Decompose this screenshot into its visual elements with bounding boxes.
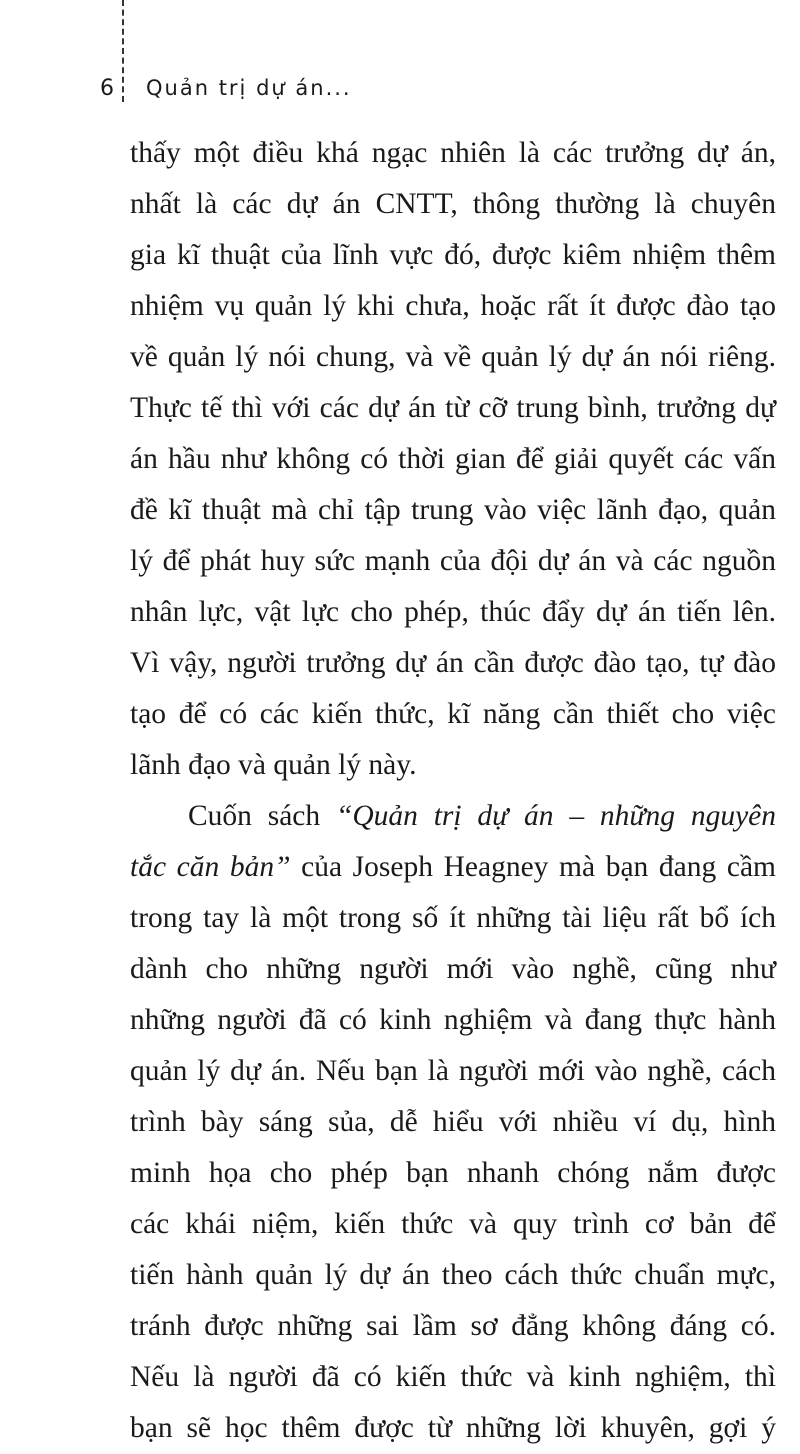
text-line: tiến hành quản lý dự án theo cách thức chuẩn mực, (130, 1259, 776, 1291)
text-line: về quản lý nói chung, và về quản lý dự án nói riêng. (130, 341, 776, 373)
text-line (130, 791, 776, 842)
book-title-italic: “Quản trị dự án – những nguyên (335, 800, 777, 832)
text-segment: Cuốn sách (188, 800, 336, 832)
text-line: Vì vậy, người trưởng dự án cần được đào tạo, tự đào (130, 647, 776, 679)
text-line: dành cho những người mới vào nghề, cũng như (130, 953, 776, 985)
text-line: lãnh đạo và quản lý này. (130, 749, 417, 781)
text-line: trình bày sáng sủa, dễ hiểu với nhiều ví dụ, hình (130, 1106, 776, 1138)
text-line: trong tay là một trong số ít những tài liệu rất bổ ích (130, 902, 776, 934)
text-line: đề kĩ thuật mà chỉ tập trung vào việc lãnh đạo, quản (130, 494, 776, 526)
text-line: tránh được những sai lầm sơ đẳng không đáng có. (130, 1310, 776, 1342)
text-line: án hầu như không có thời gian để giải quyết các vấn (130, 443, 776, 475)
paragraph-2 (130, 791, 776, 1454)
text-line: thấy một điều khá ngạc nhiên là các trưởng dự án, (130, 137, 776, 169)
text-line: tạo để có các kiến thức, kĩ năng cần thiết cho việc (130, 698, 776, 730)
text-line: nhiệm vụ quản lý khi chưa, hoặc rất ít được đào tạo (130, 290, 776, 322)
book-title-italic: tắc căn bản” (130, 851, 291, 883)
text-line: Thực tế thì với các dự án từ cỡ trung bình, trưởng dự (130, 392, 776, 424)
text-line: những người đã có kinh nghiệm và đang thực hành (130, 1004, 776, 1036)
text-line: bạn sẽ học thêm được từ những lời khuyên, gợi ý (130, 1412, 776, 1444)
text-line: gia kĩ thuật của lĩnh vực đó, được kiêm nhiệm thêm (130, 239, 776, 271)
header-divider (122, 0, 124, 102)
page-number: 6 (100, 76, 114, 101)
text-line: các khái niệm, kiến thức và quy trình cơ bản để (130, 1208, 776, 1240)
running-title: Quản trị dự án... (146, 76, 352, 100)
paragraph-1 (130, 128, 776, 791)
text-line: Nếu là người đã có kiến thức và kinh nghiệm, thì (130, 1361, 776, 1393)
page-body (130, 128, 776, 1454)
text-line: lý để phát huy sức mạnh của đội dự án và các nguồn (130, 545, 776, 577)
text-line: minh họa cho phép bạn nhanh chóng nắm được (130, 1157, 776, 1189)
text-line (130, 842, 776, 893)
text-line: nhân lực, vật lực cho phép, thúc đẩy dự án tiến lên. (130, 596, 776, 628)
text-line: quản lý dự án. Nếu bạn là người mới vào nghề, cách (130, 1055, 776, 1087)
text-segment: của Joseph Heagney mà bạn đang cầm (290, 851, 776, 883)
text-line: nhất là các dự án CNTT, thông thường là chuyên (130, 188, 776, 220)
